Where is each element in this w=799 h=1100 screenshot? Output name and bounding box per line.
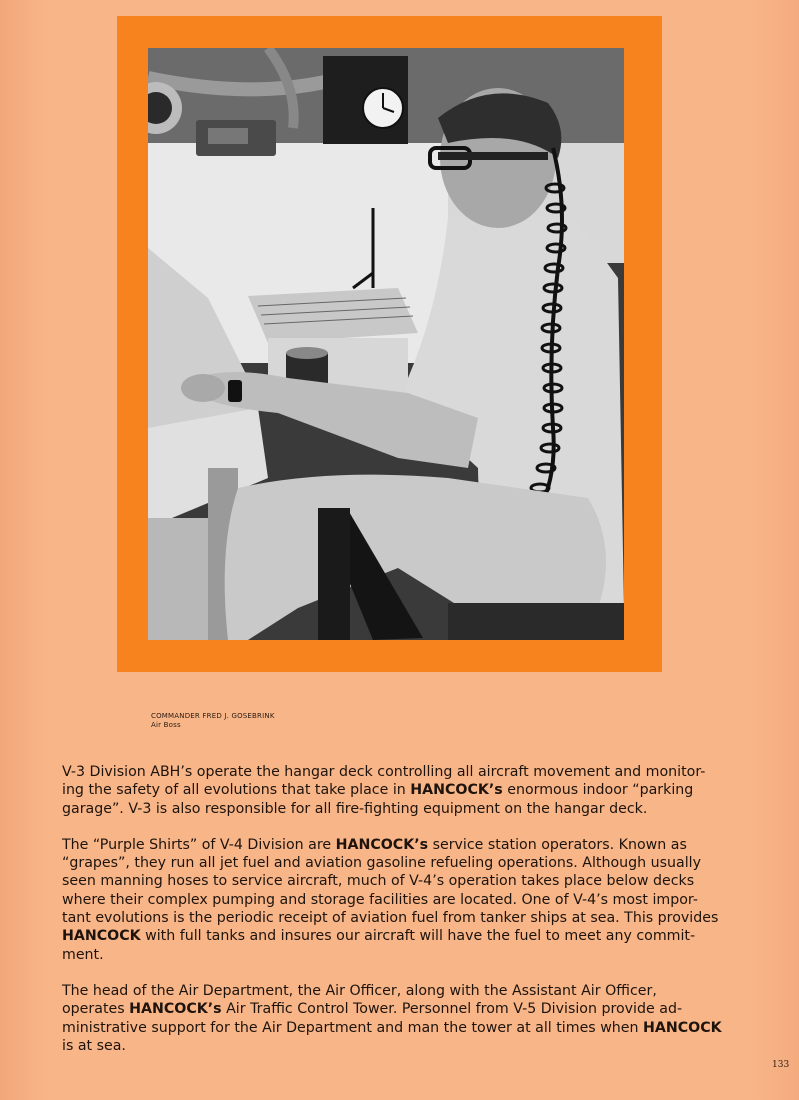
photo-caption: [151, 712, 275, 730]
photo: [148, 48, 624, 640]
text-run-bold: HANCOCK’s: [335, 836, 429, 853]
text-run-bold: HANCOCK: [643, 1019, 722, 1036]
paragraph-v5: [62, 982, 722, 1055]
text-run: enormous indoor “parking garage”. V-3 is also responsible for all fire-fighting equipment on the hangar deck.: [62, 782, 694, 817]
text-run: The “Purple Shirts” of V-4 Division are: [62, 836, 336, 853]
paragraph-v3: [62, 763, 722, 818]
text-run: is at sea.: [62, 1037, 126, 1054]
caption-name: COMMANDER FRED J. GOSEBRINK: [151, 712, 275, 720]
page-number: 133: [772, 1060, 790, 1070]
text-run: with full tanks and insures our aircraft will have the fuel to meet any commit-ment.: [62, 928, 696, 963]
article-body: [62, 763, 722, 1073]
text-run-bold: HANCOCK’s: [129, 1001, 222, 1018]
text-run: The head of the Air Department, the Air Officer, along with the Assistant Air Officer, operates: [62, 982, 657, 1018]
text-run-bold: HANCOCK: [62, 928, 141, 945]
text-run: V-3 Division ABH’s operate the hangar deck controlling all aircraft movement and monitor-ing the safety of all evolutions that take place in: [62, 764, 706, 799]
text-run-bold: HANCOCK’s: [410, 782, 503, 799]
text-run: Air Traffic Control Tower. Personnel from V-5 Division provide ad-ministrative support for the Air Department and man the tower at all times when: [62, 1001, 683, 1036]
caption-title: Air Boss: [151, 721, 181, 729]
paragraph-v4: [62, 836, 722, 964]
photo-illustration: [148, 48, 624, 640]
text-run: service station operators. Known as “grapes”, they run all jet fuel and aviation gasoline refueling operations. Although usually seen manning hoses to service aircraft, much of V-4’s operation takes place below decks where their complex pumping and storage facilities are located. One of V-4’s most impor-tant evolutions is the periodic receipt of aviation fuel from tanker ships at sea. This provides: [62, 836, 719, 927]
